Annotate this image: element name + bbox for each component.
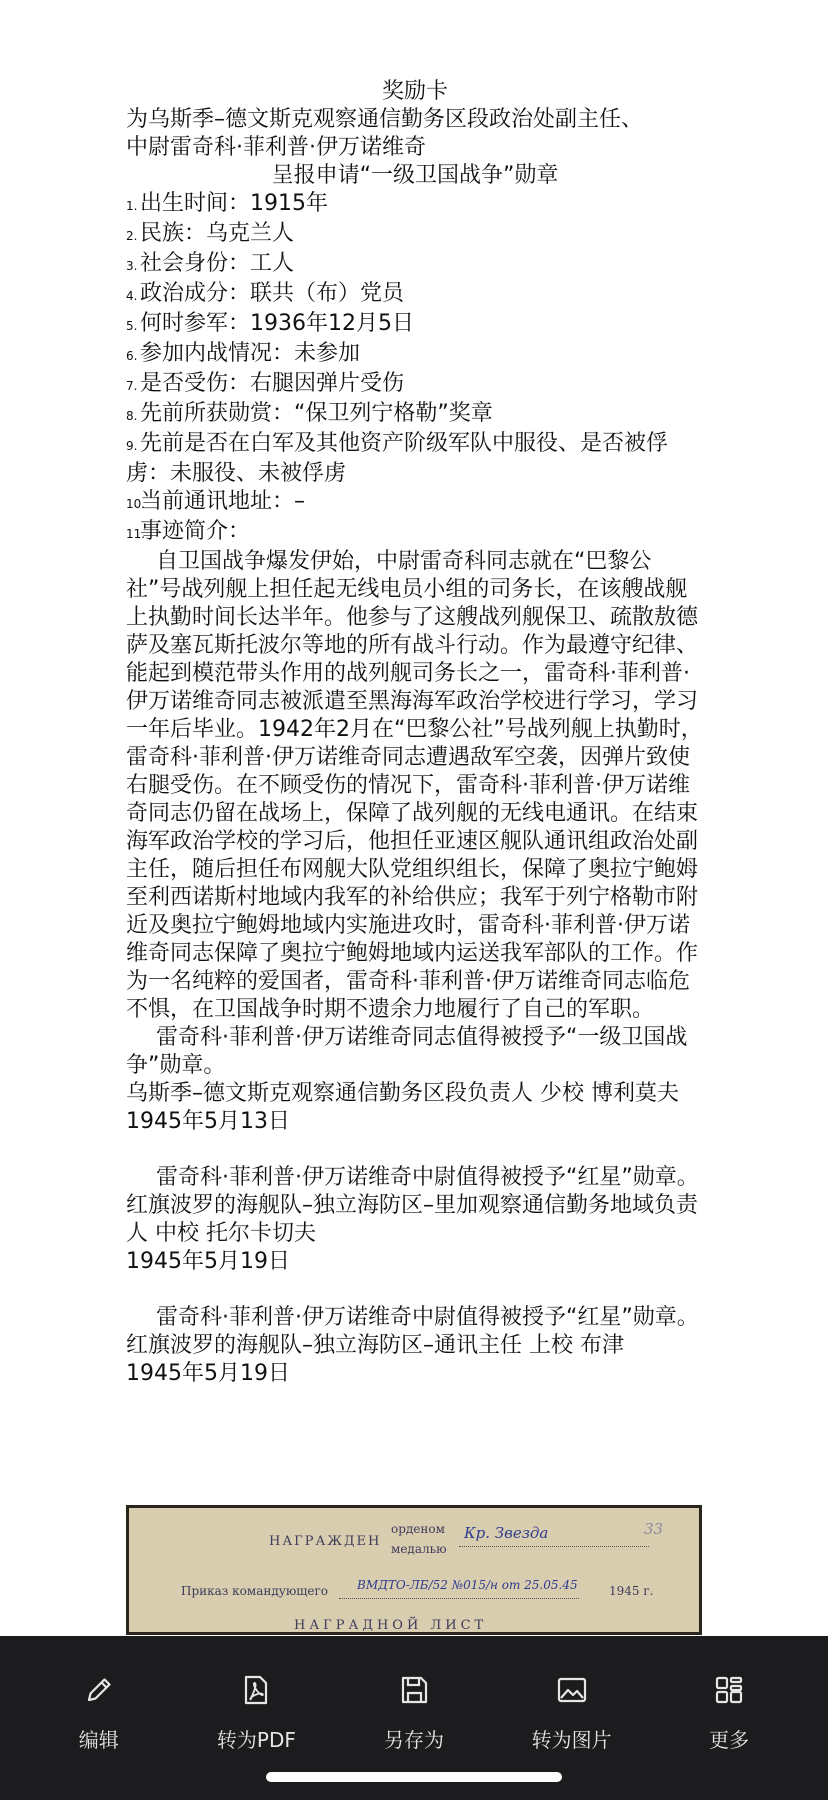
image-icon bbox=[554, 1672, 590, 1708]
list-item bbox=[126, 310, 704, 340]
edit-button[interactable] bbox=[29, 1636, 169, 1800]
scan-label-nagrazhden: НАГРАЖДЕН bbox=[269, 1534, 382, 1549]
scan-sheet-title: НАГРАДНОЙ ЛИСТ bbox=[294, 1618, 488, 1633]
endorsement-2: 雷奇科·菲利普·伊万诺维奇中尉值得被授予“红星”勋章。 bbox=[156, 1165, 699, 1190]
list-item bbox=[126, 220, 704, 250]
item-text: 参加内战情况：未参加 bbox=[140, 341, 361, 366]
item-text: 是否受伤：右腿因弹片受伤 bbox=[140, 371, 405, 396]
item-number: 7. bbox=[126, 379, 138, 393]
list-item bbox=[126, 488, 704, 518]
item-text: 出生时间：1915年 bbox=[140, 191, 328, 216]
scan-handwritten-prikaz: ВМДТО-ЛБ/52 №015/н от 25.05.45 bbox=[357, 1578, 578, 1592]
date-3: 1945年5月19日 bbox=[126, 1361, 290, 1386]
item-text: 民族：乌克兰人 bbox=[140, 221, 295, 246]
home-indicator[interactable] bbox=[266, 1772, 562, 1782]
list-item bbox=[126, 280, 704, 310]
item-number: 10. bbox=[126, 497, 146, 511]
subtitle-line-1: 为乌斯季–德文斯克观察通信勤务区段政治处副主任、 bbox=[126, 107, 644, 132]
date-2: 1945年5月19日 bbox=[126, 1249, 290, 1274]
scan-label-orden: орденом bbox=[391, 1522, 445, 1536]
list-item bbox=[126, 430, 704, 488]
item-number: 4. bbox=[126, 289, 138, 303]
pdf-icon bbox=[238, 1672, 274, 1708]
item-text: 当前通讯地址：– bbox=[140, 489, 306, 514]
scan-dotted-line bbox=[339, 1598, 579, 1599]
item-text: 先前是否在白军及其他资产阶级军队中服役、是否被俘虏：未服役、未被俘虏 bbox=[126, 431, 669, 486]
item-number: 8. bbox=[126, 409, 138, 423]
conclusion-paragraph: 雷奇科·菲利普·伊万诺维奇同志值得被授予“一级卫国战争”勋章。 bbox=[126, 1025, 688, 1078]
item-text: 政治成分：联共（布）党员 bbox=[140, 281, 405, 306]
convert-to-pdf-label: 转为PDF bbox=[216, 1728, 296, 1752]
item-number: 11. bbox=[126, 527, 146, 541]
item-text: 先前所获勋赏：“保卫列宁格勒”奖章 bbox=[140, 401, 493, 426]
signature-1: 乌斯季–德文斯克观察通信勤务区段负责人 少校 博利莫夫 bbox=[126, 1081, 679, 1106]
item-number: 9. bbox=[126, 439, 138, 453]
scan-page-number: 33 bbox=[644, 1520, 664, 1538]
summary-paragraph: 自卫国战争爆发伊始，中尉雷奇科同志就在“巴黎公社”号战列舰上担任起无线电员小组的司务长，在该艘战舰上执勤时间长达半年。他参与了这艘战列舰保卫、疏散敖德萨及塞瓦斯托波尔等地的所有战斗行动。作为最遵守纪律、能起到模范带头作用的战列舰司务长之一，雷奇科·菲利普·伊万诺维奇同志被派遣至黑海海军政治学校进行学习，学习一年后毕业。1942年2月在“巴黎公社”号战列舰上执勤时，雷奇科·菲利普·伊万诺维奇同志遭遇敌军空袭，因弹片致使右腿受伤。在不顾受伤的情况下，雷奇科·菲利普·伊万诺维奇同志仍留在战场上，保障了战列舰的无线电通讯。在结束海军政治学校的学习后，他担任亚速区舰队通讯组政治处副主任，随后担任布网舰大队党组织组长，保障了奥拉宁鲍姆至利西诺斯村地域内我军的补给供应；我军于列宁格勒市附近及奥拉宁鲍姆地域内实施进攻时，雷奇科·菲利普·伊万诺维奇同志保障了奥拉宁鲍姆地域内运送我军部队的工作。作为一名纯粹的爱国者，雷奇科·菲利普·伊万诺维奇同志临危不惧，在卫国战争时期不遗余力地履行了自己的军职。 bbox=[126, 549, 703, 1022]
more-label: 更多 bbox=[709, 1728, 750, 1752]
edit-button-label: 编辑 bbox=[78, 1728, 119, 1752]
scan-dotted-line bbox=[459, 1546, 649, 1547]
convert-to-image-label: 转为图片 bbox=[531, 1728, 612, 1752]
scanned-award-sheet-image bbox=[126, 1505, 702, 1635]
item-number: 1. bbox=[126, 199, 138, 213]
document-title: 奖励卡 bbox=[381, 79, 448, 104]
date-1: 1945年5月13日 bbox=[126, 1109, 290, 1134]
list-item bbox=[126, 370, 704, 400]
item-number: 2. bbox=[126, 229, 138, 243]
more-button[interactable] bbox=[659, 1636, 799, 1800]
item-number: 5. bbox=[126, 319, 138, 333]
spacer bbox=[126, 1136, 704, 1164]
list-item bbox=[126, 400, 704, 430]
signature-2: 红旗波罗的海舰队–独立海防区–里加观察通信勤务地域负责人 中校 托尔卡切夫 bbox=[126, 1193, 699, 1246]
endorsement-3: 雷奇科·菲利普·伊万诺维奇中尉值得被授予“红星”勋章。 bbox=[156, 1305, 699, 1330]
item-text: 何时参军：1936年12月5日 bbox=[140, 311, 414, 336]
list-item bbox=[126, 340, 704, 370]
pencil-icon bbox=[81, 1672, 117, 1708]
document-content bbox=[126, 78, 704, 1388]
list-item bbox=[126, 190, 704, 220]
request-line: 呈报申请“一级卫国战争”勋章 bbox=[271, 163, 559, 188]
item-number: 3. bbox=[126, 259, 138, 273]
scan-prikaz-label: Приказ командующего bbox=[181, 1584, 329, 1598]
scan-label-medal: медалью bbox=[391, 1542, 447, 1556]
list-item bbox=[126, 518, 704, 548]
item-number: 6. bbox=[126, 349, 138, 363]
subtitle-line-2: 中尉雷奇科·菲利普·伊万诺维奇 bbox=[126, 135, 426, 160]
more-grid-icon bbox=[711, 1672, 747, 1708]
save-as-label: 另存为 bbox=[383, 1728, 444, 1752]
list-item bbox=[126, 250, 704, 280]
item-text: 社会身份：工人 bbox=[140, 251, 295, 276]
signature-3: 红旗波罗的海舰队–独立海防区–通讯主任 上校 布津 bbox=[126, 1333, 624, 1358]
scan-year-label: 1945 г. bbox=[609, 1584, 654, 1598]
spacer bbox=[126, 1276, 704, 1304]
save-icon bbox=[396, 1672, 432, 1708]
item-text: 事迹简介： bbox=[140, 519, 251, 544]
scan-handwritten-award: Кр. Звезда bbox=[464, 1524, 549, 1542]
